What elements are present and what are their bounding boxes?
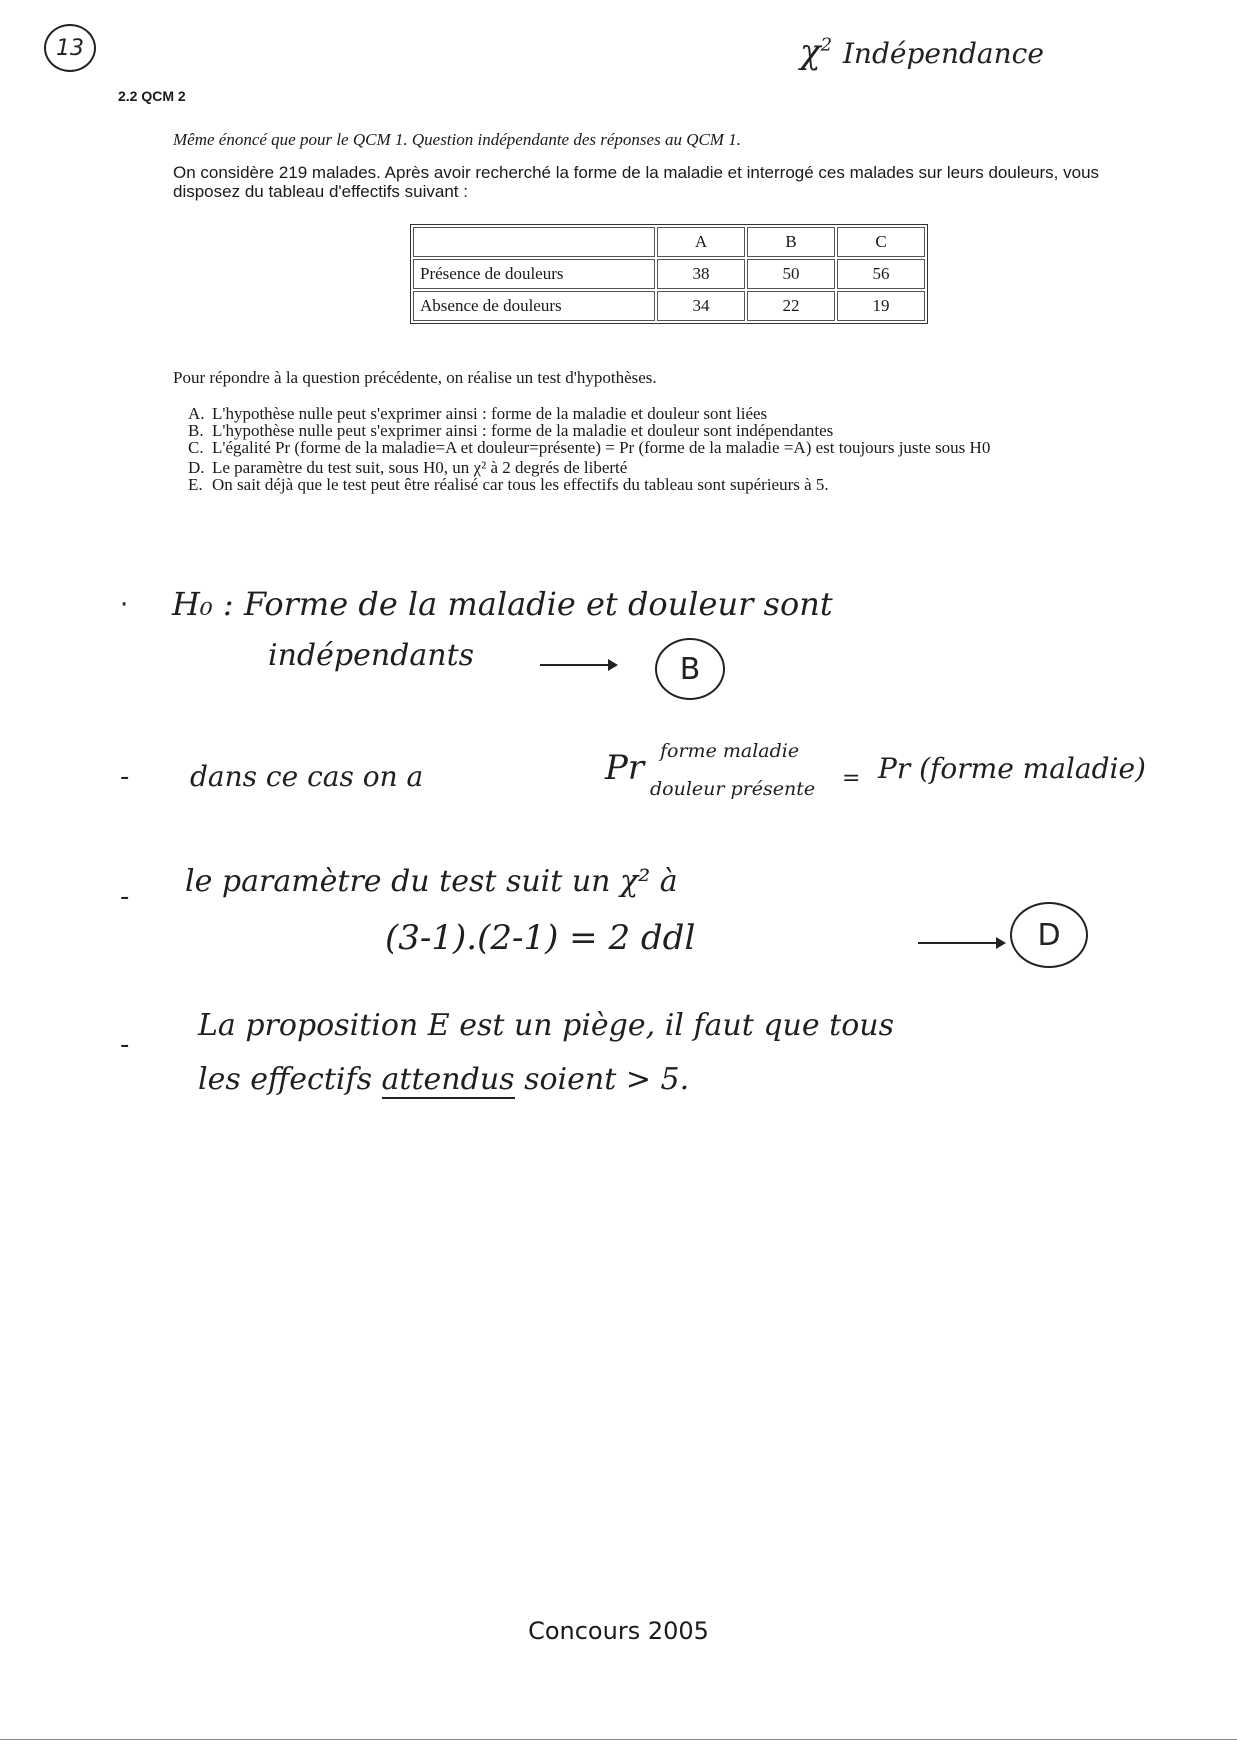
note-parameter-line1: le paramètre du test suit un χ² à [185, 864, 678, 899]
answer-circle-b [655, 638, 725, 700]
note-prob-left: Pr [605, 748, 645, 788]
column-header-b: B [747, 227, 835, 257]
table-row [413, 259, 925, 289]
table-cell: 34 [657, 291, 745, 321]
topic-word: Indépendance [842, 37, 1044, 70]
section-title: 2.2 QCM 2 [118, 88, 186, 104]
option-letter: E. [188, 475, 203, 494]
arrow-icon [918, 942, 1004, 944]
note-bullet: - [120, 1030, 130, 1060]
note-prob-right: Pr (forme maladie) [878, 752, 1146, 785]
option-text: On sait déjà que le test peut être réalisé car tous les effectifs du tableau sont supérieurs à 5. [212, 475, 829, 494]
note-prob-top: forme maladie [660, 740, 800, 762]
answer-circle-d [1010, 902, 1088, 968]
row-label: Absence de douleurs [413, 291, 655, 321]
page-number-circle [44, 24, 96, 72]
footer-text: Concours 2005 [528, 1617, 709, 1645]
note-bullet: - [120, 882, 130, 912]
option-text: Le paramètre du test suit, sous H0, un χ² à 2 degrés de liberté [212, 458, 628, 477]
note-trap-line2 [198, 1062, 689, 1097]
column-header-c: C [837, 227, 925, 257]
note-trap-part-c: soient > 5. [524, 1062, 690, 1097]
option-item [188, 439, 1158, 456]
bottom-divider [0, 1739, 1237, 1740]
table-cell: 38 [657, 259, 745, 289]
intro-text: Même énoncé que pour le QCM 1. Question indépendante des réponses au QCM 1. [173, 130, 741, 149]
option-item [188, 476, 1158, 493]
note-trap-part-a: les effectifs [198, 1062, 372, 1097]
option-letter: B. [188, 421, 204, 440]
option-letter: D. [188, 458, 205, 477]
topic-exponent: 2 [820, 34, 833, 56]
note-prob-equals: = [842, 766, 861, 791]
option-item [188, 422, 1158, 439]
note-hypothesis-line1: H₀ : Forme de la maladie et douleur sont [172, 585, 833, 623]
note-prob-bottom: douleur présente [650, 778, 816, 800]
table-corner-cell [413, 227, 655, 257]
option-item [188, 459, 1158, 476]
answer-letter: D [1037, 917, 1061, 953]
option-letter: C. [188, 438, 204, 457]
column-header-a: A [657, 227, 745, 257]
topic-heading [800, 32, 1044, 72]
topic-symbol: χ [800, 32, 821, 72]
option-text: L'hypothèse nulle peut s'exprimer ainsi : forme de la maladie et douleur sont indépendantes [212, 421, 834, 440]
note-hypothesis-line2: indépendants [268, 638, 475, 673]
table-cell: 56 [837, 259, 925, 289]
table-cell: 19 [837, 291, 925, 321]
arrow-icon [540, 664, 616, 666]
option-text: L'hypothèse nulle peut s'exprimer ainsi : forme de la maladie et douleur sont liées [212, 404, 768, 423]
note-bullet: · [120, 590, 129, 620]
option-item [188, 405, 1158, 422]
note-trap-line1: La proposition E est un piège, il faut que tous [198, 1008, 894, 1043]
note-parameter-line2: (3-1).(2-1) = 2 ddl [385, 918, 696, 958]
answer-letter: B [679, 651, 701, 687]
note-trap-underlined: attendus [381, 1062, 515, 1097]
table-cell: 22 [747, 291, 835, 321]
option-letter: A. [188, 404, 205, 423]
statement-text: On considère 219 malades. Après avoir recherché la forme de la maladie et interrogé ces malades sur leurs douleurs, vous disposez du tableau d'effectifs suivant : [173, 163, 1100, 201]
row-label: Présence de douleurs [413, 259, 655, 289]
table-cell: 50 [747, 259, 835, 289]
table-header-row [413, 227, 925, 257]
note-bullet: - [120, 762, 130, 792]
counts-table [410, 224, 928, 324]
answer-options [188, 405, 1158, 493]
note-conditional-prefix: dans ce cas on a [190, 760, 424, 793]
option-text: L'égalité Pr (forme de la maladie=A et douleur=présente) = Pr (forme de la maladie =A) est toujours juste sous H0 [212, 438, 991, 457]
page-number: 13 [56, 35, 84, 61]
table-row [413, 291, 925, 321]
question-text: Pour répondre à la question précédente, on réalise un test d'hypothèses. [173, 368, 657, 387]
